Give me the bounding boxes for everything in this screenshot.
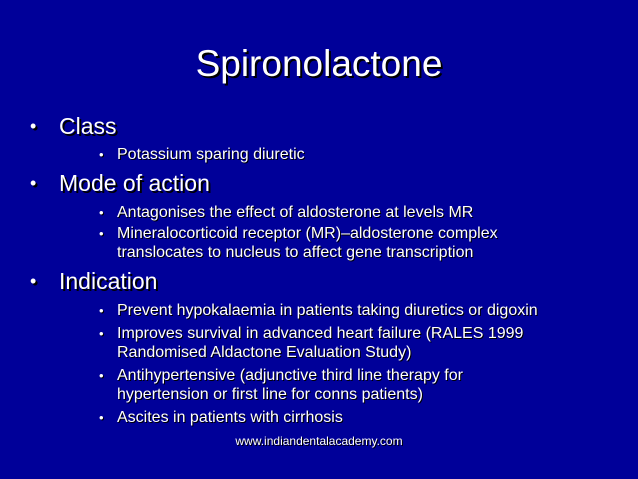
section-heading-class [30,112,630,140]
slide-content [30,112,630,427]
bullet-icon: • [30,116,37,136]
list-item [99,224,577,262]
bullet-icon: • [99,368,104,383]
list-item [99,324,587,362]
bullet-icon: • [99,303,104,318]
bullet-icon: • [99,226,104,241]
slide-title: Spironolactone [195,43,443,84]
section-heading-label: Class [59,113,117,139]
section-heading-indication [30,267,630,295]
list-item-text: Potassium sparing diuretic [117,146,305,163]
list-item [99,145,630,164]
list-item [99,203,630,222]
footer-url: www.indiandentalacademy.com [235,434,403,448]
section-heading-mode-of-action [30,169,630,197]
bullet-icon: • [30,173,37,193]
list-item-text: Antihypertensive (adjunctive third line therapy for hypertension or first line for conns patients) [117,367,463,403]
list-item [99,408,630,427]
list-item-text: Mineralocorticoid receptor (MR)–aldosterone complex translocates to nucleus to affect gene transcription [117,225,498,261]
list-item [99,366,537,404]
list-item-text: Ascites in patients with cirrhosis [117,409,343,426]
list-item-text: Improves survival in advanced heart failure (RALES 1999 Randomised Aldactone Evaluation Study) [117,325,524,361]
section-heading-label: Mode of action [59,170,210,196]
bullet-icon: • [30,271,37,291]
bullet-icon: • [99,147,104,162]
bullet-icon: • [99,205,104,220]
section-heading-label: Indication [59,268,158,294]
bullet-icon: • [99,326,104,341]
list-item [99,301,637,320]
list-item-text: Prevent hypokalaemia in patients taking diuretics or digoxin [117,302,538,319]
bullet-icon: • [99,410,104,425]
list-item-text: Antagonises the effect of aldosterone at levels MR [117,204,474,221]
